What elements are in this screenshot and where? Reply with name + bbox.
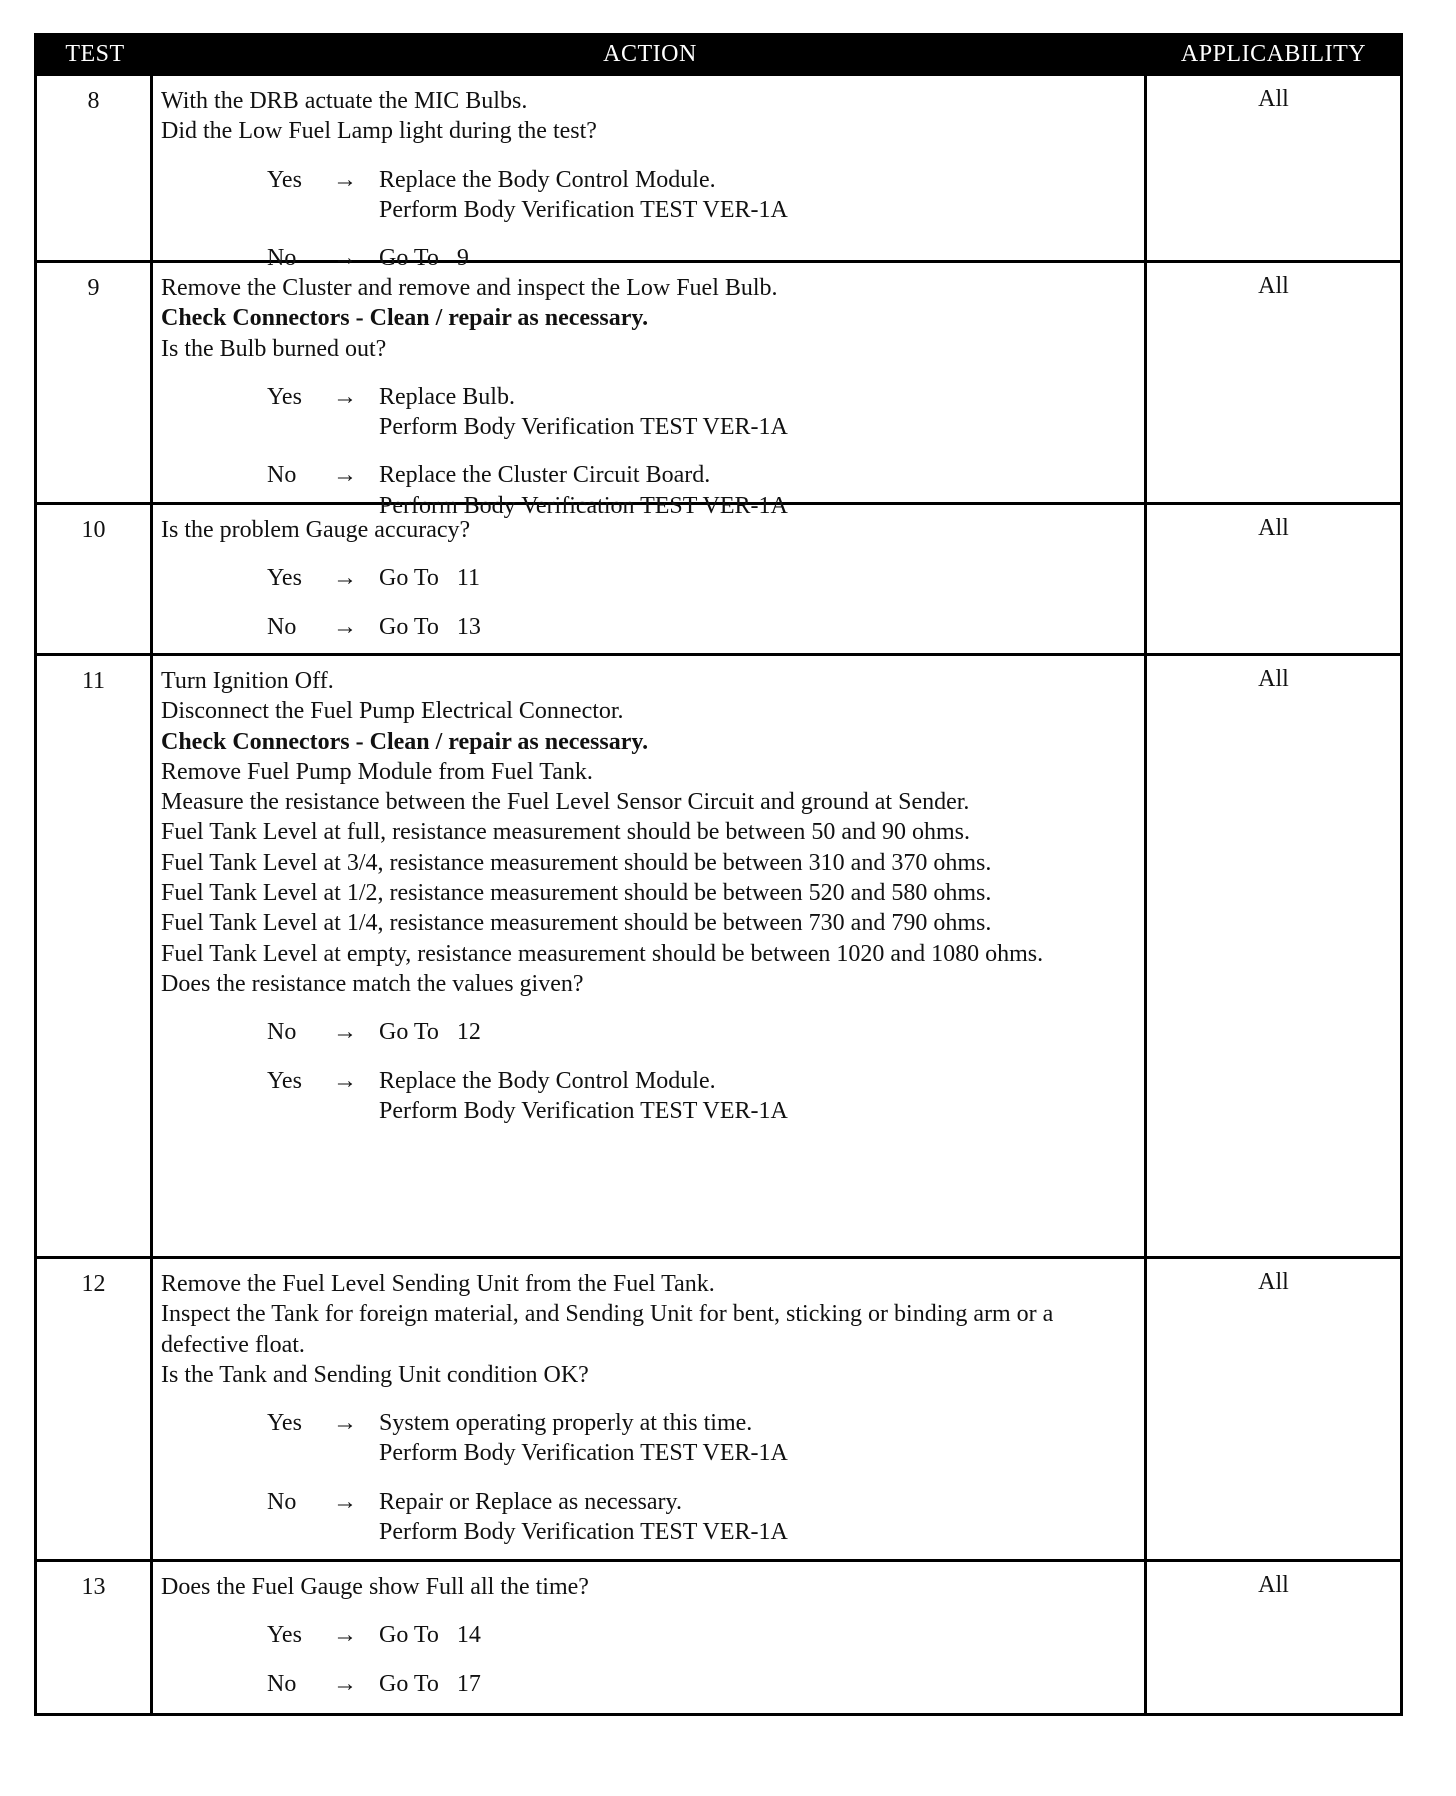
test-number: 11: [37, 656, 153, 1256]
branch-answer: Yes: [267, 383, 302, 410]
branch-answer: Yes: [267, 1067, 302, 1094]
action-line: Is the problem Gauge accuracy?: [161, 517, 471, 543]
action-line: Turn Ignition Off.: [161, 668, 334, 694]
arrow-icon: →: [333, 462, 357, 489]
branch-yes: [267, 563, 1136, 593]
result-line: Perform Body Verification TEST VER-1A: [379, 1519, 788, 1546]
action-line: Remove Fuel Pump Module from Fuel Tank.: [161, 758, 593, 785]
applicability-cell: All: [1258, 86, 1289, 112]
action-line: Is the Bulb burned out?: [161, 335, 387, 362]
header-applicability: APPLICABILITY: [1180, 41, 1367, 67]
action-line: Fuel Tank Level at 1/2, resistance measurement should be between 520 and 580 ohms.: [161, 880, 992, 907]
table-row: [37, 73, 1400, 272]
test-number: 9: [37, 263, 153, 502]
result-line: Perform Body Verification TEST VER-1A: [379, 1097, 788, 1124]
action-line: Fuel Tank Level at empty, resistance measurement should be between 1020 and 1080 ohms.: [161, 940, 1044, 967]
header-action: ACTION: [603, 41, 697, 67]
action-cell: [153, 263, 1147, 519]
test-number: 10: [37, 505, 153, 653]
arrow-icon: →: [333, 613, 357, 640]
action-line: Does the resistance match the values given?: [161, 970, 584, 997]
result-line: Replace the Body Control Module.: [379, 1067, 716, 1094]
branch-yes: [267, 1066, 1136, 1127]
action-line: With the DRB actuate the MIC Bulbs.: [161, 88, 528, 114]
table-row: [37, 260, 1400, 519]
table-row: [37, 1559, 1400, 1713]
action-line: Fuel Tank Level at 1/4, resistance measurement should be between 730 and 790 ohms.: [161, 910, 992, 937]
test-number: 13: [37, 1562, 153, 1713]
test-number: 8: [37, 76, 153, 260]
table-row: [37, 653, 1400, 1256]
action-line: Remove the Cluster and remove and inspect the Low Fuel Bulb.: [161, 275, 778, 301]
result-line: Replace the Body Control Module.: [379, 166, 716, 193]
arrow-icon: →: [333, 565, 357, 592]
branch-result: [379, 165, 1136, 226]
arrow-icon: →: [333, 245, 357, 272]
header-test: TEST: [65, 41, 125, 67]
applicability-cell: All: [1258, 1269, 1289, 1295]
branch-yes: [267, 1620, 1136, 1650]
arrow-icon: →: [333, 1410, 357, 1437]
branch-answer: No: [267, 245, 297, 272]
diagnostic-table: [34, 33, 1403, 1716]
action-line-bold: Check Connectors - Clean / repair as necessary.: [161, 305, 649, 332]
result-line: System operating properly at this time.: [379, 1410, 753, 1437]
branch-answer: No: [267, 613, 297, 640]
action-cell: [153, 1562, 1147, 1713]
action-cell: [153, 1259, 1147, 1559]
action-line: Inspect the Tank for foreign material, and Sending Unit for bent, sticking or binding arm or a defective float.: [161, 1301, 1054, 1358]
branch-result: [379, 1066, 1136, 1127]
branch-answer: No: [267, 1670, 297, 1697]
branch-result: [379, 1669, 1136, 1699]
action-line: Remove the Fuel Level Sending Unit from the Fuel Tank.: [161, 1271, 715, 1297]
branch-yes: [267, 382, 1136, 443]
branch-answer: No: [267, 1488, 297, 1515]
result-line: Go To 17: [379, 1670, 481, 1697]
action-line: Is the Tank and Sending Unit condition OK?: [161, 1361, 589, 1388]
branch-result: [379, 1408, 1136, 1469]
branch-no: [267, 1017, 1136, 1047]
action-line: Disconnect the Fuel Pump Electrical Connector.: [161, 698, 624, 725]
branch-answer: Yes: [267, 1410, 302, 1437]
applicability-cell: All: [1258, 273, 1289, 299]
action-cell: [153, 505, 1147, 653]
result-line: Go To 11: [379, 565, 480, 592]
branch-result: [379, 1620, 1136, 1650]
arrow-icon: →: [333, 166, 357, 193]
result-line: Replace Bulb.: [379, 383, 515, 410]
test-number: 12: [37, 1259, 153, 1559]
table-header: [37, 36, 1400, 73]
table-row: [37, 502, 1400, 653]
arrow-icon: →: [333, 1488, 357, 1515]
result-line: Go To 9: [379, 245, 469, 272]
arrow-icon: →: [333, 1622, 357, 1649]
arrow-icon: →: [333, 1067, 357, 1094]
action-line: Does the Fuel Gauge show Full all the time?: [161, 1574, 589, 1600]
arrow-icon: →: [333, 1670, 357, 1697]
branch-yes: [267, 1408, 1136, 1469]
branch-answer: Yes: [267, 1622, 302, 1649]
result-line: Replace the Cluster Circuit Board.: [379, 462, 711, 489]
branch-answer: No: [267, 462, 297, 489]
action-cell: [153, 656, 1147, 1256]
result-line: Perform Body Verification TEST VER-1A: [379, 1440, 788, 1467]
branch-result: [379, 563, 1136, 593]
action-line: Measure the resistance between the Fuel Level Sensor Circuit and ground at Sender.: [161, 789, 970, 816]
result-line: Go To 14: [379, 1622, 481, 1649]
result-line: Go To 12: [379, 1019, 481, 1046]
branch-result: [379, 1487, 1136, 1548]
applicability-cell: All: [1258, 515, 1289, 541]
action-cell: [153, 76, 1147, 272]
arrow-icon: →: [333, 1019, 357, 1046]
applicability-cell: All: [1258, 1572, 1289, 1598]
branch-result: [379, 612, 1136, 642]
result-line: Go To 13: [379, 613, 481, 640]
action-line: Fuel Tank Level at full, resistance measurement should be between 50 and 90 ohms.: [161, 819, 970, 846]
branch-no: [267, 1487, 1136, 1548]
branch-answer: No: [267, 1019, 297, 1046]
arrow-icon: →: [333, 383, 357, 410]
branch-answer: Yes: [267, 166, 302, 193]
applicability-cell: All: [1258, 666, 1289, 692]
branch-answer: Yes: [267, 565, 302, 592]
branch-no: [267, 612, 1136, 642]
result-line: Perform Body Verification TEST VER-1A: [379, 414, 788, 441]
branch-result: [379, 382, 1136, 443]
branch-yes: [267, 165, 1136, 226]
table-row: [37, 1256, 1400, 1559]
result-line: Perform Body Verification TEST VER-1A: [379, 492, 788, 519]
action-line-bold: Check Connectors - Clean / repair as necessary.: [161, 728, 649, 755]
action-line: Did the Low Fuel Lamp light during the test?: [161, 118, 597, 145]
result-line: Perform Body Verification TEST VER-1A: [379, 196, 788, 223]
branch-result: [379, 1017, 1136, 1047]
result-line: Repair or Replace as necessary.: [379, 1488, 682, 1515]
branch-no: [267, 1669, 1136, 1699]
action-line: Fuel Tank Level at 3/4, resistance measurement should be between 310 and 370 ohms.: [161, 849, 992, 876]
